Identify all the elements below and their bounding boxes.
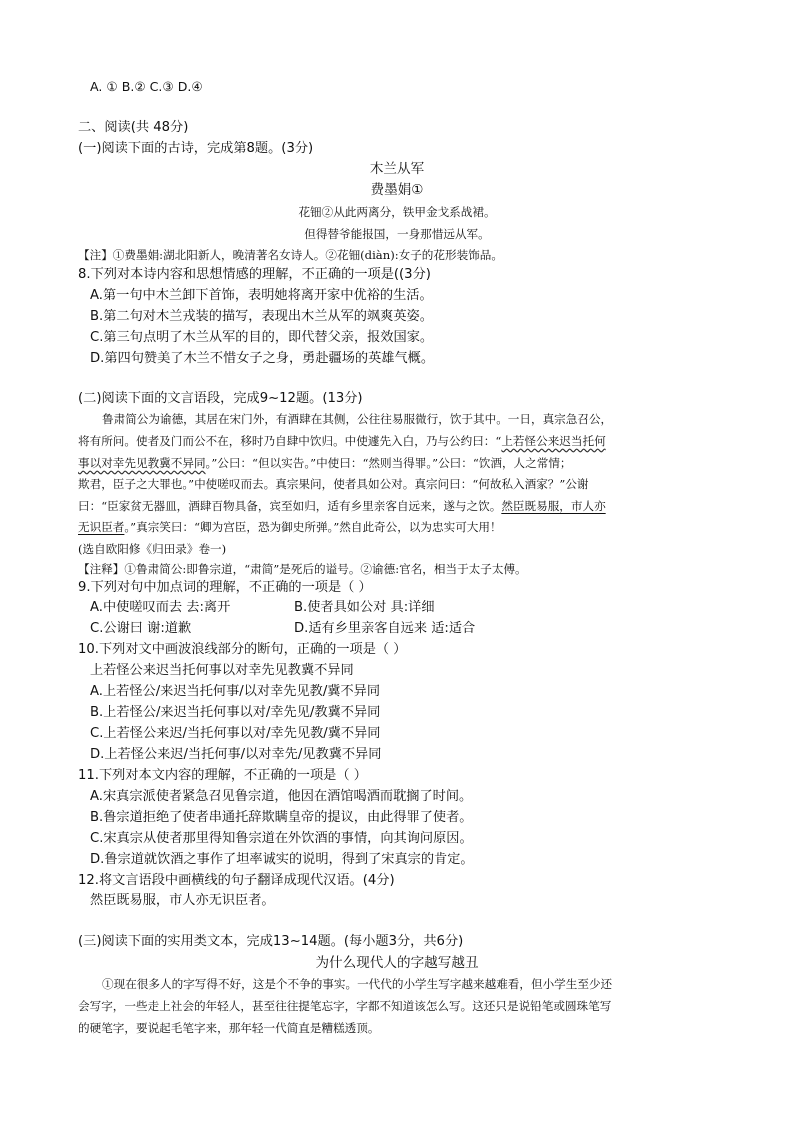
section-heading: 二、阅读(共 48分) [78,120,189,135]
part1-instruction: (一)阅读下面的古诗，完成第8题。(3分) [78,141,314,156]
q8-option-a: A.第一句中木兰卸下首饰，表明她将离开家中优裕的生活。 [90,288,433,303]
poem-line-1: 花钿②从此两离分，铁甲金戈系战裙。 [298,205,496,219]
q11-option-a: A.宋真宗派使者紧急召见鲁宗道，他因在酒馆喝酒而耽搁了时间。 [90,789,473,804]
passage-line-5: 曰：“臣家贫无器皿，酒肆百物具备，宾至如归，适有乡里亲客自远来，遂与之饮。然臣既易服，市人亦 [78,499,606,513]
passage-source: (选自欧阳修《归田录》卷一) [78,542,227,556]
poem-author: 费墨娟① [370,182,424,198]
question-8: 8.下列对本诗内容和思想情感的理解，不正确的一项是((3分) [78,267,431,282]
q11-option-b: B.鲁宗道拒绝了使者串通托辞欺瞒皇帝的提议，由此得罪了使者。 [90,810,473,825]
question-11: 11.下列对本文内容的理解，不正确的一项是（ ） [78,768,367,783]
passage-line-4: 欺君，臣子之大罪也。”中使嗟叹而去。真宗果问，使者具如公对。真宗问曰：“何故私入酒家？”公谢 [78,477,589,491]
q10-option-b: B.上若怪公/来迟当托何事以对/幸先见/教冀不异同 [90,705,381,720]
poem-note: 【注】①费墨娟:湖北阳新人，晚清著名女诗人。②花钿(diàn):女子的花形装饰品。 [78,248,503,262]
passage-line-1: 鲁肃简公为谕德，其居在宋门外，有酒肆在其侧，公往往易服微行，饮于其中。一日，真宗急召公， [102,412,613,426]
q10-option-c: C.上若怪公来迟/当托何事以对/幸先见教/冀不异同 [90,726,381,741]
question-12: 12.将文言语段中画横线的句子翻译成现代汉语。(4分) [78,873,395,888]
part2-instruction: (二)阅读下面的文言语段，完成9~12题。(13分) [78,391,363,406]
article-line-3: 的硬笔字，要说起毛笔字来，那年轻一代简直是糟糕透顶。 [78,1021,380,1035]
q10-option-a: A.上若怪公/来迟当托何事/以对幸先见教/冀不异同 [90,684,381,699]
passage-line-3: 事以对幸先见教冀不异同。”公曰：“但以实告。”中使曰：“然则当得罪。”公曰：“饮酒，人之常情； [78,456,572,470]
article-line-1: ①现在很多人的字写得不好，这是个不争的事实。一代代的小学生写字越来越难看，但小学生至少还 [102,977,613,991]
question-10: 10.下列对文中画波浪线部分的断句，正确的一项是（ ） [78,642,407,657]
q12-sentence: 然臣既易服，市人亦无识臣者。 [90,893,275,908]
previous-question-options: A. ① B.② C.③ D.④ [90,79,203,94]
poem-title: 木兰从军 [369,161,425,177]
q9-option-d: D.适有乡里亲客自远来 适:适合 [294,621,476,636]
part3-instruction: (三)阅读下面的实用类文本，完成13~14题。(每小题3分，共6分) [78,934,464,949]
q11-option-d: D.鲁宗道就饮酒之事作了坦率诚实的说明，得到了宋真宗的肯定。 [90,852,474,867]
poem-line-2: 但得替爷能报国，一身那惜远从军。 [304,227,490,241]
q9-option-b: B.使者具如公对 具:详细 [294,600,435,615]
passage-note: 【注释】①鲁肃简公:即鲁宗道，“肃简”是死后的谥号。②谕德:官名，相当于太子太傅。 [78,562,527,576]
question-9: 9.下列对句中加点词的理解，不正确的一项是（ ） [78,580,372,595]
q8-option-d: D.第四句赞美了木兰不惜女子之身，勇赴疆场的英雄气概。 [90,351,435,366]
q8-option-c: C.第三句点明了木兰从军的目的，即代替父亲，报效国家。 [90,330,434,345]
q10-option-d: D.上若怪公来迟/当托何事/以对幸先/见教冀不异同 [90,747,382,762]
underlined-text: 无识臣者 [78,520,125,534]
passage-line-2: 将有所问。使者及门而公不在，移时乃自肆中饮归。中使遽先入白，乃与公约曰：“上若怪公来迟当托何 [78,434,606,448]
passage-line-6: 无识臣者。”真宗笑曰：“卿为宫臣，恐为御史所弹。”然自此奇公，以为忠实可大用！ [78,520,502,534]
q9-option-a: A.中使嗟叹而去 去:离开 [90,600,231,615]
q11-option-c: C.宋真宗从使者那里得知鲁宗道在外饮酒的事情，向其询问原因。 [90,831,473,846]
article-title: 为什么现代人的字越写越丑 [315,955,479,971]
q9-option-c: C.公谢曰 谢:道歉 [90,621,192,636]
q8-option-b: B.第二句对木兰戎装的描写，表现出木兰从军的飒爽英姿。 [90,309,433,324]
wavy-underlined-text: 事以对幸先见教冀不异同 [78,456,206,470]
underlined-text: 然臣既易服，市人亦 [501,499,606,513]
q10-sentence: 上若怪公来迟当托何事以对幸先见教冀不异同 [90,663,354,678]
wavy-underlined-text: 上若怪公来迟当托何 [501,434,606,448]
article-line-2: 会写字，一些走上社会的年轻人，甚至往往提笔忘字，字都不知道该怎么写。这还只是说铅笔或圆珠笔写 [78,999,612,1013]
